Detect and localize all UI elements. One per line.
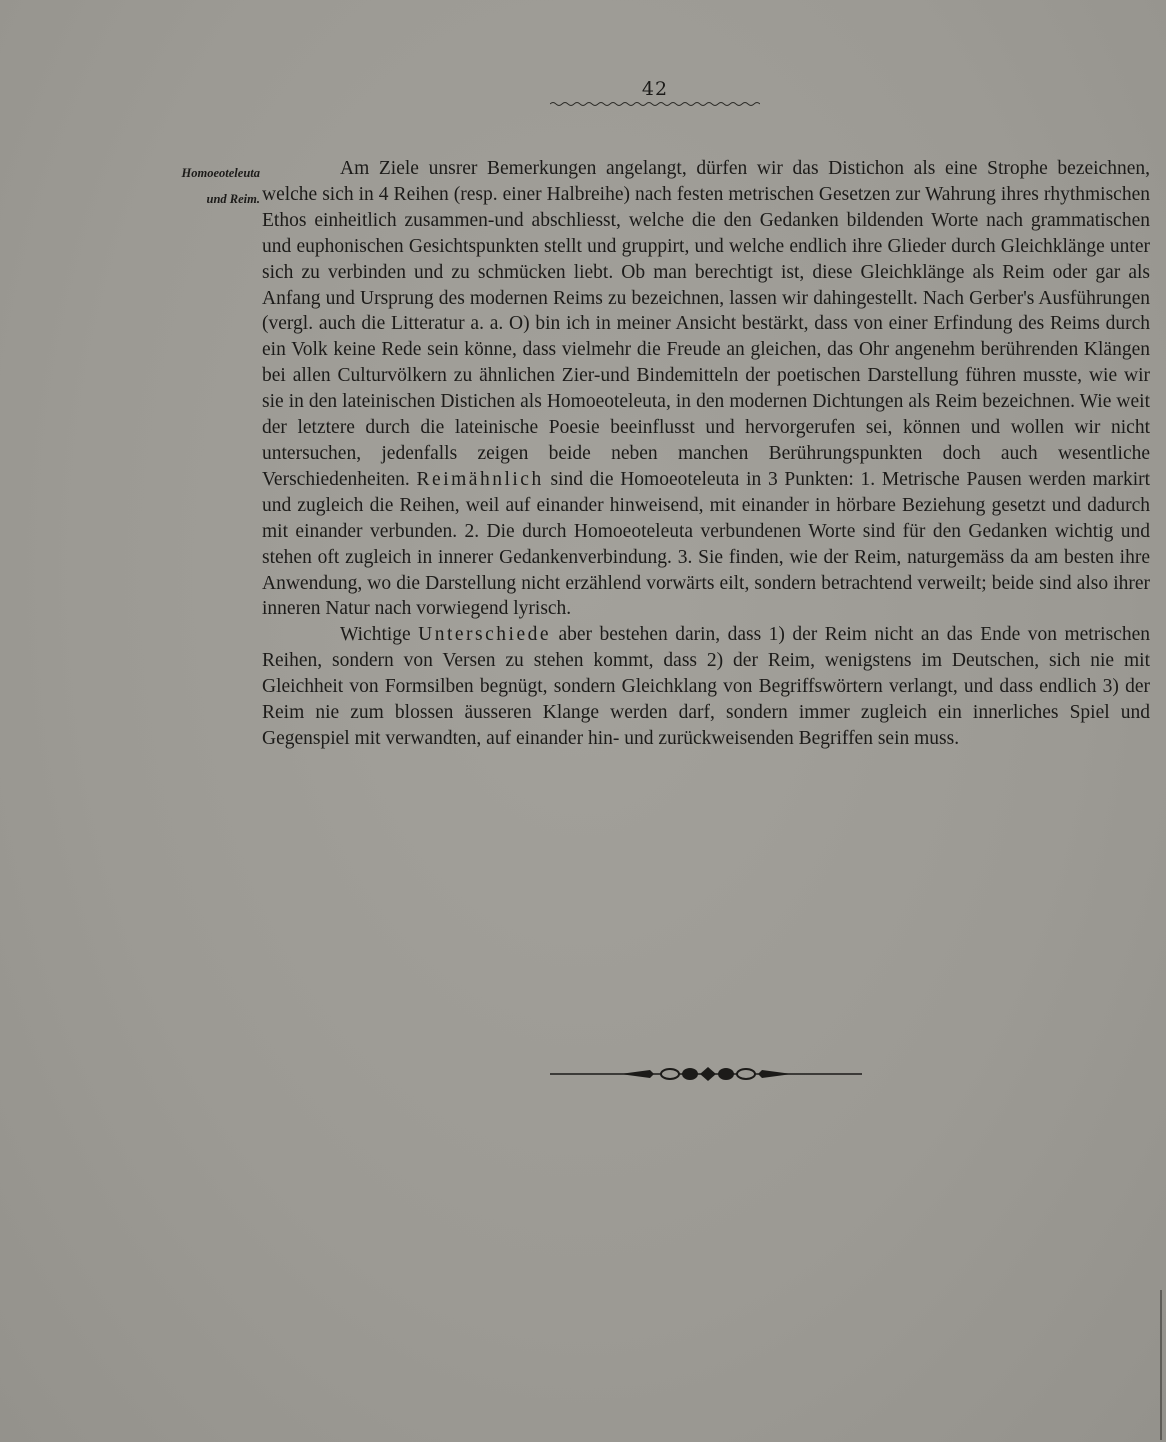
paragraph-1-text-b: sind die Homoeoteleuta in 3 Punkten: 1. Metrische Pausen werden markirt und zugleich die Reihen, weil auf einander hinweisend, mit einander in hörbare Beziehung gesetzt und dadurch mit einander verbunden. 2. Die durch Homoeoteleuta verbundenen Worte sind für den Gedanken wichtig und stehen oft zugleich in innerer Gedankenverbindung. 3. Sie finden, wie der Reim, naturgemäss da am besten ihre Anwendung, wo die Darstellung nicht erzählend vorwärts eilt, sondern betrachtend verweilt; beide sind also ihrer inneren Natur nach vorwiegend lyrisch.	[262, 468, 1151, 620]
paragraph-2-text-a: Wichtige	[340, 624, 411, 646]
paragraph-1-emphasis: Reimähnlich	[416, 468, 544, 490]
paragraph-1	[262, 156, 1150, 622]
paragraph-2-emphasis: Unterschiede	[418, 624, 552, 646]
header-wavy-rule	[550, 101, 760, 107]
page-number: 42	[641, 78, 669, 100]
body-text	[262, 156, 1150, 752]
paragraph-1-text-a: Am Ziele unsrer Bemerkungen angelangt, dürfen wir das Distichon als eine Strophe bezeichnen, welche sich in 4 Reihen (resp. einer Halbreihe) nach festen metrischen Gesetzen zur Wahrung ihres rhythmischen Ethos einheitlich zusammen-und abschliesst, welche die den Gedanken bildenden Worte nach grammatischen und euphonischen Gesichtspunkten stellt und gruppirt, und welche endlich ihre Glieder durch Gleichklänge unter sich zu verbinden und zu schmücken liebt. Ob man berechtigt ist, diese Gleichklänge als Reim oder gar als Anfang und Ursprung des modernen Reims zu bezeichnen, lassen wir dahingestellt. Nach Gerber's Ausführungen (vergl. auch die Litteratur a. a. O) bin ich in meiner Ansicht bestärkt, dass von einer Erfindung des Reims durch ein Volk keine Rede sein könne, dass vielmehr die Freude an gleichen, das Ohr angenehm berührenden Klängen bei allen Culturvölkern zu ähnlichen Zier-und Bindemitteln der poetischen Darstellung führen musste, wie wir sie in den lateinischen Distichen als Homoeoteleuta, in den modernen Dichtungen als Reim bezeichnen. Wie weit der letztere durch die lateinische Poesie beeinflusst und hervorgerufen sei, können und wollen wir nicht untersuchen, jedenfalls zeigen beide neben manchen Berührungspunkten doch auch wesentliche Verschiedenheiten.	[262, 158, 1150, 490]
marginal-note-line-1: Homoeoteleuta	[181, 166, 260, 180]
scan-edge-line	[1160, 1290, 1162, 1440]
paragraph-2	[262, 622, 1150, 752]
marginal-note	[140, 160, 260, 212]
closing-ornament	[550, 1064, 862, 1084]
paragraph-2-text-b: aber bestehen darin, dass 1) der Reim nicht an das Ende von metrischen Reihen, sondern von Versen zu stehen kommt, dass 2) der Reim, wenigstens im Deutschen, sich nie mit Gleichheit von Formsilben begnügt, sondern Gleichklang von Begriffswörtern verlangt, und dass endlich 3) der Reim nie zum blossen äusseren Klange werden darf, sondern immer zugleich ein innerliches Spiel und Gegenspiel mit verwandten, auf einander hin- und zurückweisenden Begriffen sein muss.	[262, 624, 1151, 749]
marginal-note-line-2: und Reim.	[206, 192, 260, 206]
